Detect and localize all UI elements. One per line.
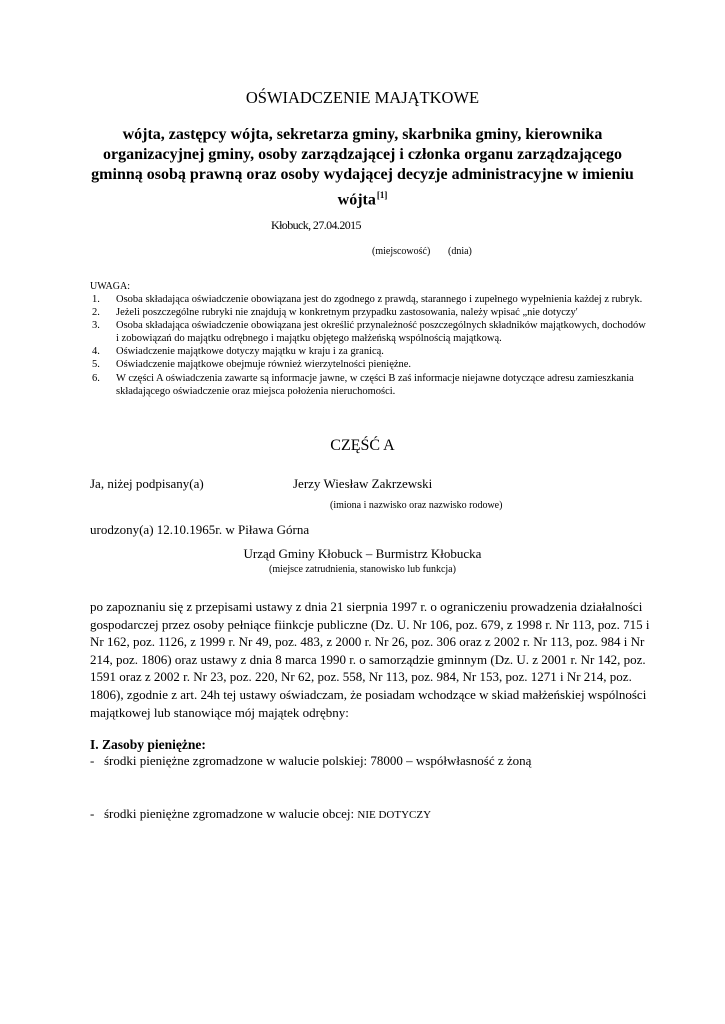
note-number: 3.	[92, 320, 100, 332]
note-item	[90, 358, 650, 371]
place-hint: (miejscowość)	[372, 246, 431, 257]
employer-hint: (miejsce zatrudnienia, stanowisko lub funkcja)	[269, 564, 456, 575]
note-text: Jeżeli poszczególne rubryki nie znajdują w konkretnym przypadku zastosowania, należy wpisać „nie dotyczy'	[116, 307, 578, 319]
note-number: 5.	[92, 359, 100, 371]
notes-list	[90, 293, 650, 398]
signed-label: Ja, niżej podpisany(a)	[90, 476, 204, 491]
note-number: 1.	[92, 294, 100, 305]
note-item	[90, 372, 650, 398]
note-number: 4.	[92, 346, 100, 358]
subtitle-text: wójta, zastępcy wójta, sekretarza gminy, skarbnika gminy, kierownika organizacyjnej gminy, osoby zarządzającej i członka organu zarządzającego gminną osobą prawną oraz osoby wydającej decyzje administracyjne w imieniu wójta	[91, 126, 634, 209]
notes-title: UWAGA:	[90, 281, 130, 292]
note-text: Osoba składająca oświadczenie obowiązana jest określić przynależność poszczególnych składników majątkowych, dochodów i zobowiązań do majątku odrębnego i majątku objętego małżeńską wspólnością majątkową.	[116, 320, 646, 345]
note-item	[90, 293, 650, 306]
cash-pln-item	[90, 753, 531, 769]
note-text: Oświadczenie majątkowe dotyczy majątku w kraju i za granicą.	[116, 346, 384, 358]
note-text: W części A oświadczenia zawarte są informacje jawne, w części B zaś informacje niejawne dotyczące adresu zamieszkania składającego oświadczenie oraz miejsca położenia nieruchomości.	[116, 372, 634, 397]
note-item	[90, 319, 650, 345]
cash-foreign-label: środki pieniężne zgromadzone w walucie obcej:	[104, 806, 355, 821]
cash-foreign-value: NIE DOTYCZY	[357, 809, 432, 821]
footnote-marker: [1]	[376, 190, 388, 200]
birth-info: urodzony(a) 12.10.1965r. w Piława Górna	[90, 522, 310, 537]
place-date: Kłobuck, 27.04.2015	[271, 218, 361, 232]
document-title: OŚWIADCZENIE MAJĄTKOWE	[245, 88, 480, 107]
date-hint: (dnia)	[448, 246, 472, 257]
note-number: 6.	[92, 372, 100, 384]
note-item	[90, 306, 650, 319]
section-1-heading: I. Zasoby pieniężne:	[90, 737, 206, 752]
employer: Urząd Gminy Kłobuck – Burmistrz Kłobucka	[243, 546, 482, 561]
cash-pln-text: środki pieniężne zgromadzone w walucie polskiej: 78000 – współwłasność z żoną	[104, 753, 532, 768]
cash-foreign-item	[90, 806, 431, 822]
note-item	[90, 345, 650, 358]
list-dash: -	[90, 753, 95, 768]
name-hint: (imiona i nazwisko oraz nazwisko rodowe)	[330, 500, 503, 511]
list-dash: -	[90, 806, 95, 821]
declaration-paragraph: po zapoznaniu się z przepisami ustawy z dnia 21 sierpnia 1997 r. o ograniczeniu prowadzenia działalności gospodarczej przez osoby pełniące fiinkcje publiczne (Dz. U. Nr 106, poz. 679, z 1998 r. Nr 113, poz. 715 i Nr 162, poz. 1126, z 1999 r. Nr 49, poz. 483, z 2000 r. Nr 26, poz. 306 oraz z 2002 r. Nr 113, poz. 984 i Nr 214, poz. 1806) oraz ustawy z dnia 8 marca 1990 r. o samorządzie gminnym (Dz. U. z 2001 r. Nr 142, poz. 1591 oraz z 2002 r. Nr 23, poz. 220, Nr 62, poz. 558, Nr 113, poz. 984, Nr 153, poz. 1271 i Nr 214, poz. 1806), zgodnie z art. 24h tej ustawy oświadczam, że posiadam wchodzące w skiad małżeńskiej wspólności majątkowej lub stanowiące mój majątek odrębny:	[90, 599, 650, 720]
note-number: 2.	[92, 307, 100, 319]
declarant-name: Jerzy Wiesław Zakrzewski	[293, 476, 433, 491]
note-text: Oświadczenie majątkowe obejmuje również wierzytelności pieniężne.	[116, 359, 412, 371]
note-text: Osoba składająca oświadczenie obowiązana jest do zgodnego z prawdą, starannego i zupełnego wypełnienia każdej z rubryk.	[116, 294, 643, 305]
part-a-heading: CZĘŚĆ A	[330, 437, 395, 454]
document-subtitle	[80, 125, 645, 210]
